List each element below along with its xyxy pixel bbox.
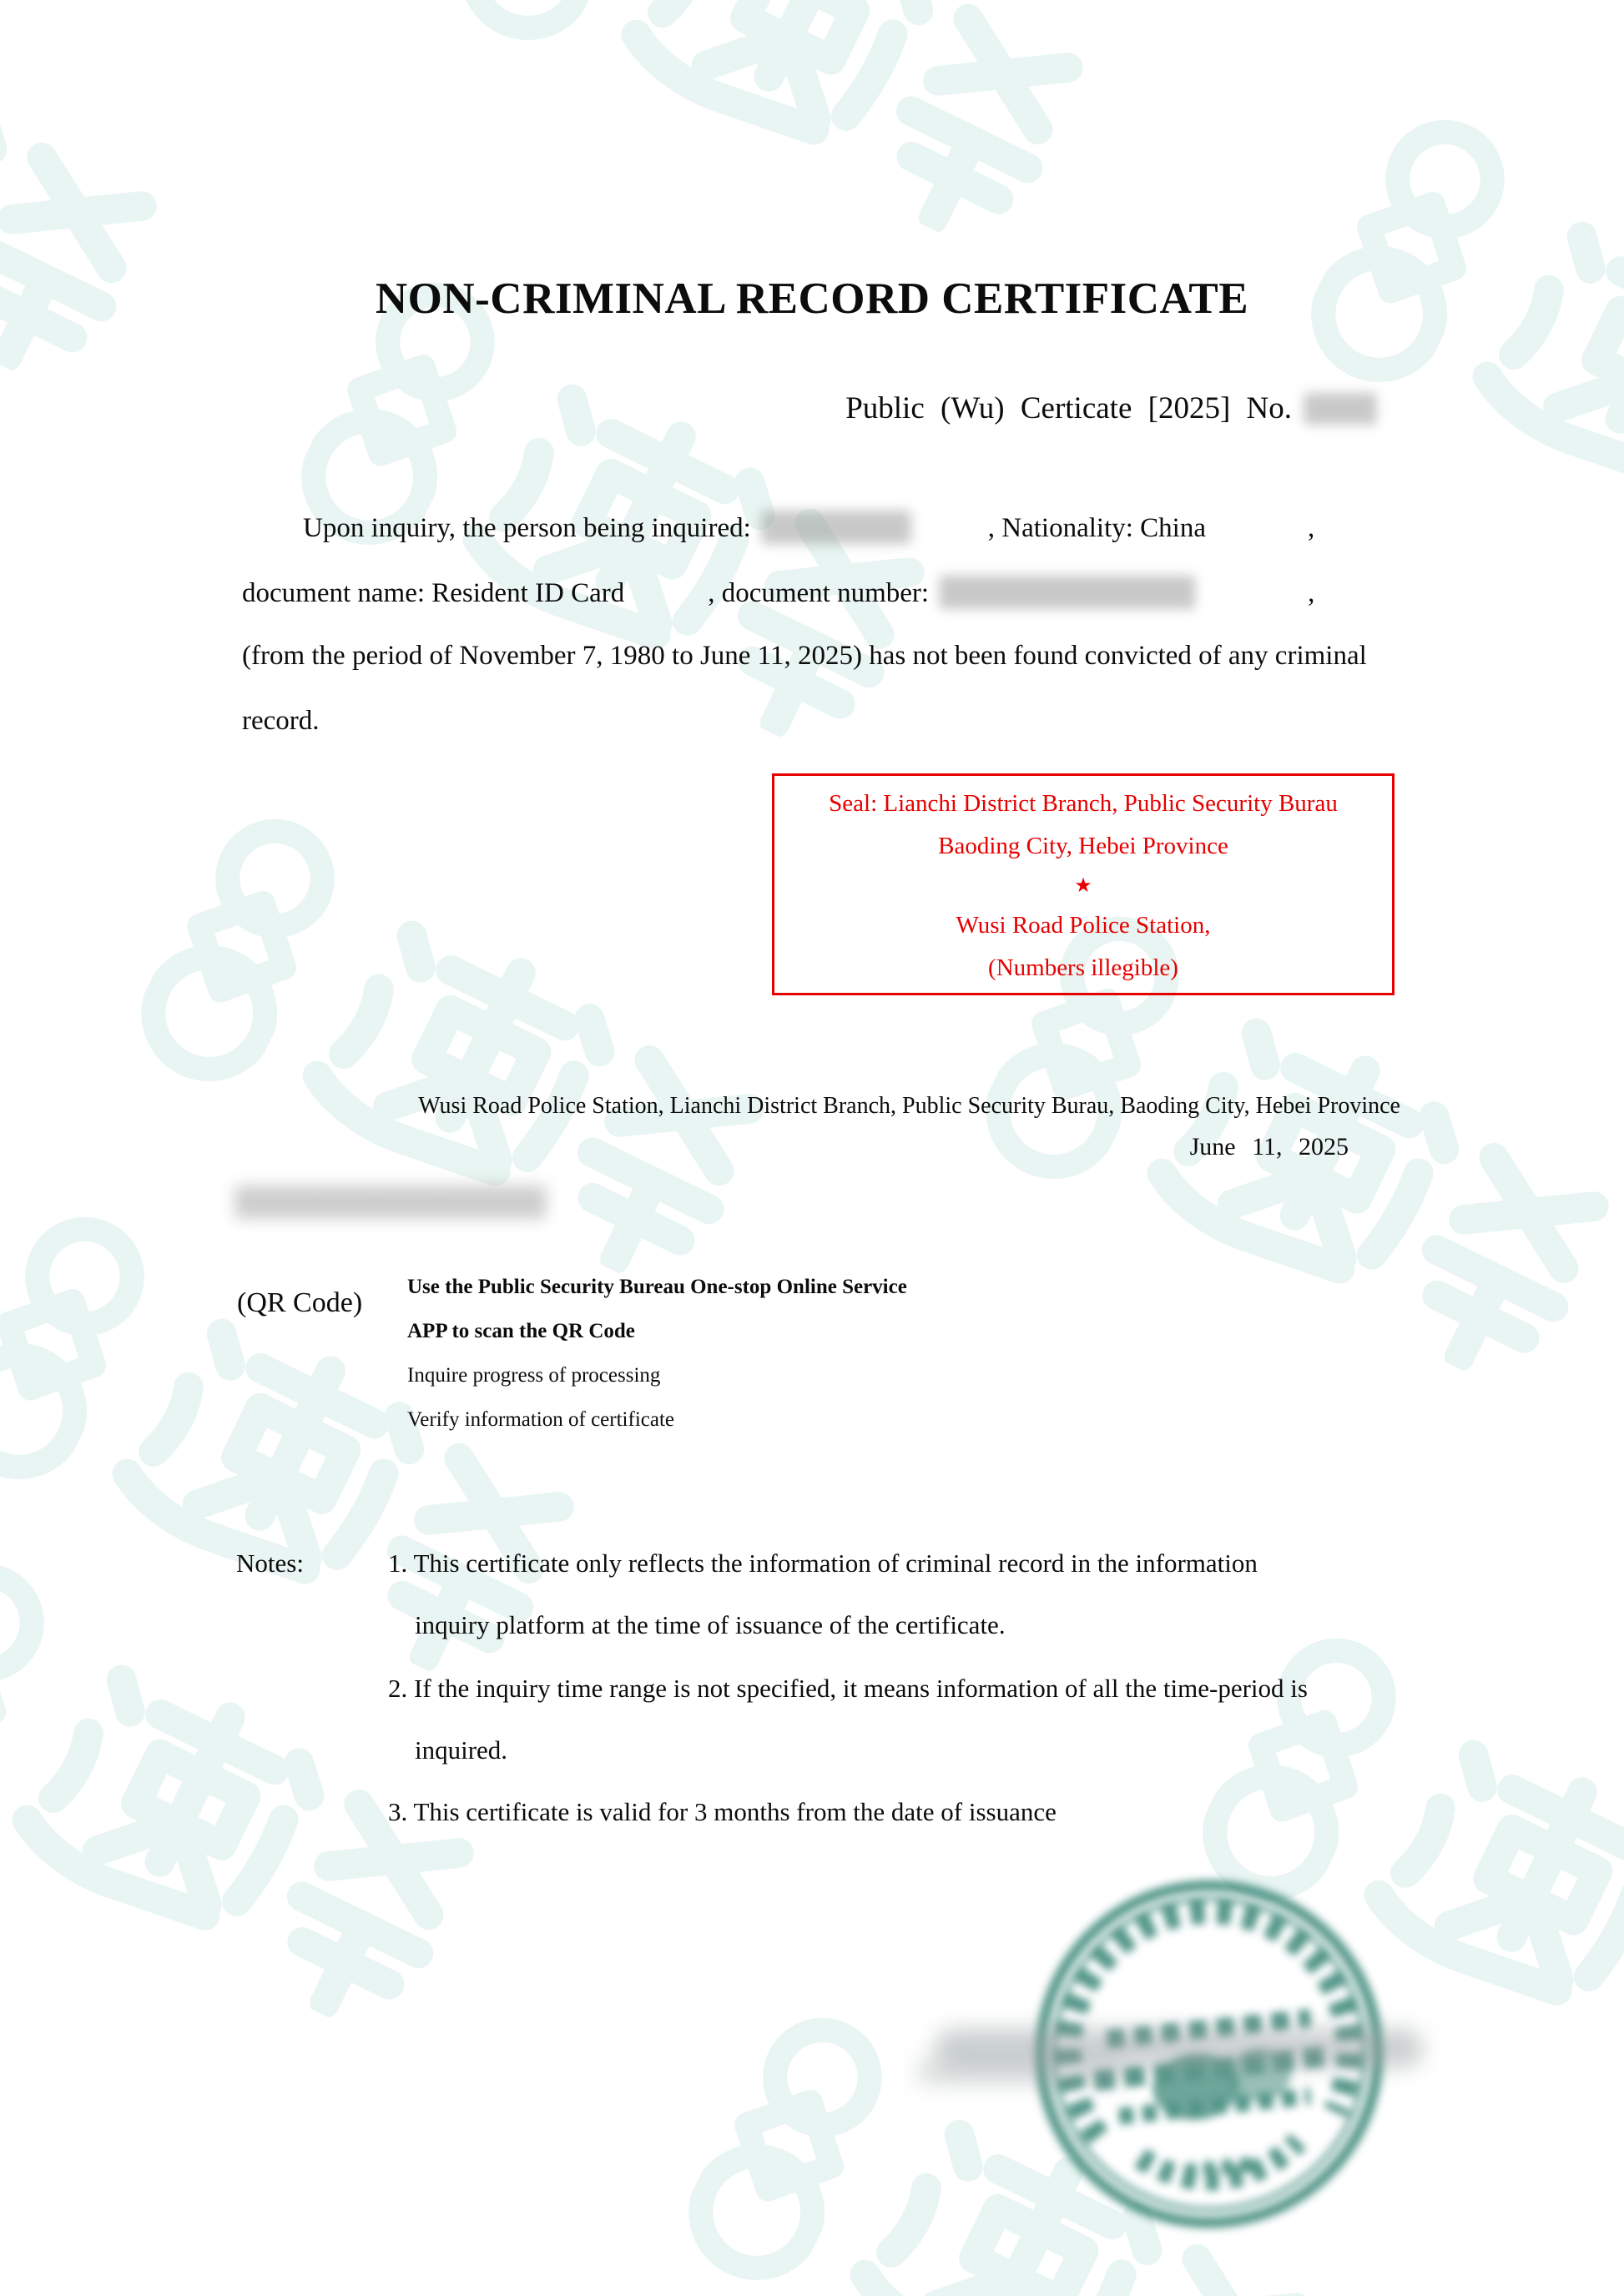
note-item-1-cont: inquiry platform at the time of issuance of the certificate. <box>415 1610 1006 1639</box>
watermark <box>1277 71 1624 642</box>
seal-box-line: Baoding City, Hebei Province <box>938 833 1228 859</box>
stamp-smudge <box>916 2059 1125 2084</box>
qr-instruction-line: Verify information of certificate <box>407 1408 674 1431</box>
body-text: , Nationality: China <box>987 513 1206 543</box>
qr-instruction-line: APP to scan the QR Code <box>407 1320 635 1342</box>
seal-box-line: Wusi Road Police Station, <box>956 912 1211 939</box>
watermark-yi-icon <box>0 66 183 400</box>
notes-label: Notes: <box>236 1548 304 1578</box>
star-icon: ★ <box>1074 875 1092 897</box>
qr-instruction-line: Use the Public Security Bureau One-stop Online Service <box>407 1276 907 1298</box>
body-text: , document number: <box>708 578 930 608</box>
redacted-name <box>763 511 911 544</box>
note-item-1: 1. This certificate only reflects the information of criminal record in the information <box>388 1548 1258 1578</box>
redacted-certificate-number <box>1305 393 1377 425</box>
watermark <box>426 0 1127 300</box>
body-line-4: record. <box>242 706 320 736</box>
issue-date: June 11, 2025 <box>1189 1133 1349 1161</box>
qr-instruction-line: Inquire progress of processing <box>407 1364 661 1387</box>
redacted-document-number <box>941 576 1195 609</box>
watermark <box>0 0 201 438</box>
seal-box-line: (Numbers illegible) <box>988 954 1178 981</box>
issuer-line: Wusi Road Police Station, Lianchi District Branch, Public Security Burau, Baoding City, Hebei Province <box>418 1093 1400 1119</box>
certificate-number-line <box>845 390 1377 426</box>
body-line-2 <box>242 576 1314 609</box>
note-item-2: 2. If the inquiry time range is not specified, it means information of all the time-period is <box>388 1674 1308 1703</box>
redacted-reference-line <box>236 1186 547 1219</box>
body-line-3: (from the period of November 7, 1980 to June 11, 2025) has not been found convicted of any criminal <box>242 641 1367 671</box>
body-text: , <box>1307 513 1315 543</box>
seal-translation-box <box>772 773 1395 995</box>
page-title: NON-CRIMINAL RECORD CERTIFICATE <box>375 274 1249 323</box>
qr-instructions <box>407 1265 907 1442</box>
certificate-number-label: Public (Wu) Certicate [2025] No. <box>845 391 1292 425</box>
body-text: Upon inquiry, the person being inquired: <box>303 513 751 543</box>
body-text: , <box>1308 578 1315 608</box>
qr-code-placeholder: (QR Code) <box>237 1287 363 1318</box>
body-line-1 <box>303 511 1314 544</box>
body-text: document name: Resident ID Card <box>242 578 625 608</box>
seal-box-line: Seal: Lianchi District Branch, Public Security Burau <box>829 790 1338 817</box>
note-item-3: 3. This certificate is valid for 3 months from the date of issuance <box>388 1797 1057 1826</box>
note-item-2-cont: inquired. <box>415 1735 508 1765</box>
